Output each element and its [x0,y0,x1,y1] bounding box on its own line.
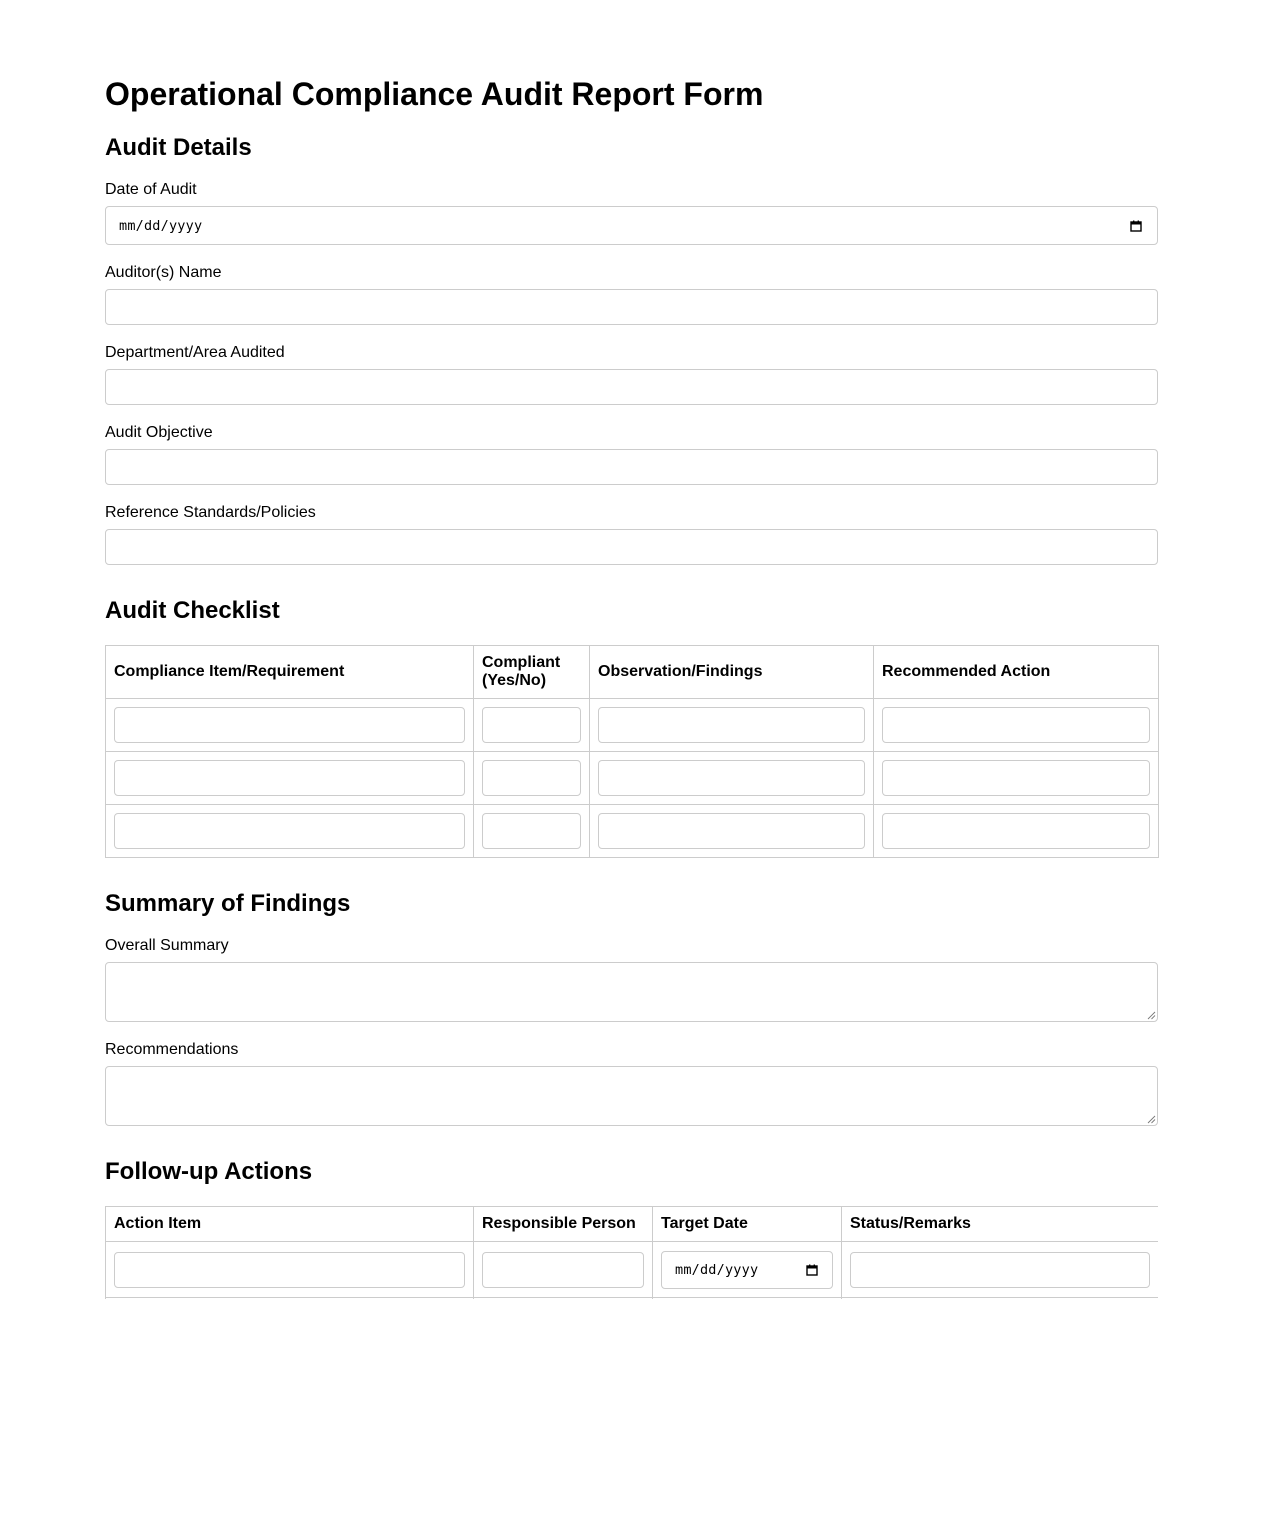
column-header-observation: Observation/Findings [590,646,874,699]
overall-summary-textarea[interactable] [105,962,1158,1022]
section-heading-audit-checklist: Audit Checklist [105,597,280,624]
follow-up-table [105,1206,1158,1299]
auditor-name-label: Auditor(s) Name [105,264,222,281]
table-cell [474,805,590,858]
table-cell [474,752,590,805]
recommendations-textarea[interactable] [105,1066,1158,1126]
table-cell [874,805,1159,858]
table-row [106,805,1159,858]
page-title: Operational Compliance Audit Report Form [105,76,764,112]
table-cell [653,1242,842,1298]
table-row [106,699,1159,752]
observation-input[interactable] [598,760,865,796]
status-remarks-input[interactable] [850,1252,1150,1288]
table-row [106,1242,1159,1298]
table-cell [106,1242,474,1298]
audit-objective-label: Audit Objective [105,424,213,441]
compliant-input[interactable] [482,813,581,849]
table-cell [842,1242,1159,1298]
audit-checklist-table [105,645,1159,858]
resize-handle-icon[interactable] [1147,1011,1156,1020]
table-cell [590,752,874,805]
table-cell [474,1242,653,1298]
table-cell [590,805,874,858]
table-cell [106,1298,474,1300]
table-cell [590,699,874,752]
action-item-input[interactable] [114,1252,465,1288]
column-header-action-item: Action Item [106,1207,474,1242]
recommended-action-input[interactable] [882,707,1150,743]
compliance-item-input[interactable] [114,707,465,743]
column-header-responsible-person: Responsible Person [474,1207,653,1242]
recommended-action-input[interactable] [882,813,1150,849]
column-header-compliant: Compliant (Yes/No) [474,646,590,699]
target-date-input[interactable] [661,1251,833,1289]
table-cell [106,752,474,805]
observation-input[interactable] [598,813,865,849]
calendar-icon[interactable] [1130,220,1142,232]
table-row [106,1298,1159,1300]
overall-summary-label: Overall Summary [105,937,229,954]
section-heading-audit-details: Audit Details [105,134,252,161]
table-cell [874,699,1159,752]
table-cell [106,805,474,858]
table-cell [474,1298,653,1300]
compliant-input[interactable] [482,760,581,796]
table-cell [653,1298,842,1300]
auditor-name-input[interactable] [105,289,1158,325]
column-header-target-date: Target Date [653,1207,842,1242]
reference-standards-input[interactable] [105,529,1158,565]
table-header-row [106,646,1159,699]
section-heading-summary: Summary of Findings [105,890,351,917]
table-header-row [106,1207,1159,1242]
table-cell [842,1298,1159,1300]
responsible-person-input[interactable] [482,1252,644,1288]
column-header-recommended-action: Recommended Action [874,646,1159,699]
date-placeholder: mm/dd/yyyy [675,1261,759,1278]
section-heading-follow-up: Follow-up Actions [105,1158,313,1185]
compliant-input[interactable] [482,707,581,743]
calendar-icon[interactable] [806,1264,818,1276]
date-placeholder: mm/dd/yyyy [119,217,203,234]
recommendations-label: Recommendations [105,1041,239,1058]
date-of-audit-label: Date of Audit [105,181,197,198]
department-input[interactable] [105,369,1158,405]
date-of-audit-input[interactable] [105,206,1158,245]
compliance-item-input[interactable] [114,813,465,849]
reference-standards-label: Reference Standards/Policies [105,504,316,521]
recommended-action-input[interactable] [882,760,1150,796]
table-row [106,752,1159,805]
audit-objective-input[interactable] [105,449,1158,485]
follow-up-table-viewport [105,1206,1158,1299]
resize-handle-icon[interactable] [1147,1115,1156,1124]
department-label: Department/Area Audited [105,344,285,361]
observation-input[interactable] [598,707,865,743]
compliance-item-input[interactable] [114,760,465,796]
column-header-status-remarks: Status/Remarks [842,1207,1159,1242]
column-header-compliance-item: Compliance Item/Requirement [106,646,474,699]
table-cell [106,699,474,752]
table-cell [874,752,1159,805]
table-cell [474,699,590,752]
